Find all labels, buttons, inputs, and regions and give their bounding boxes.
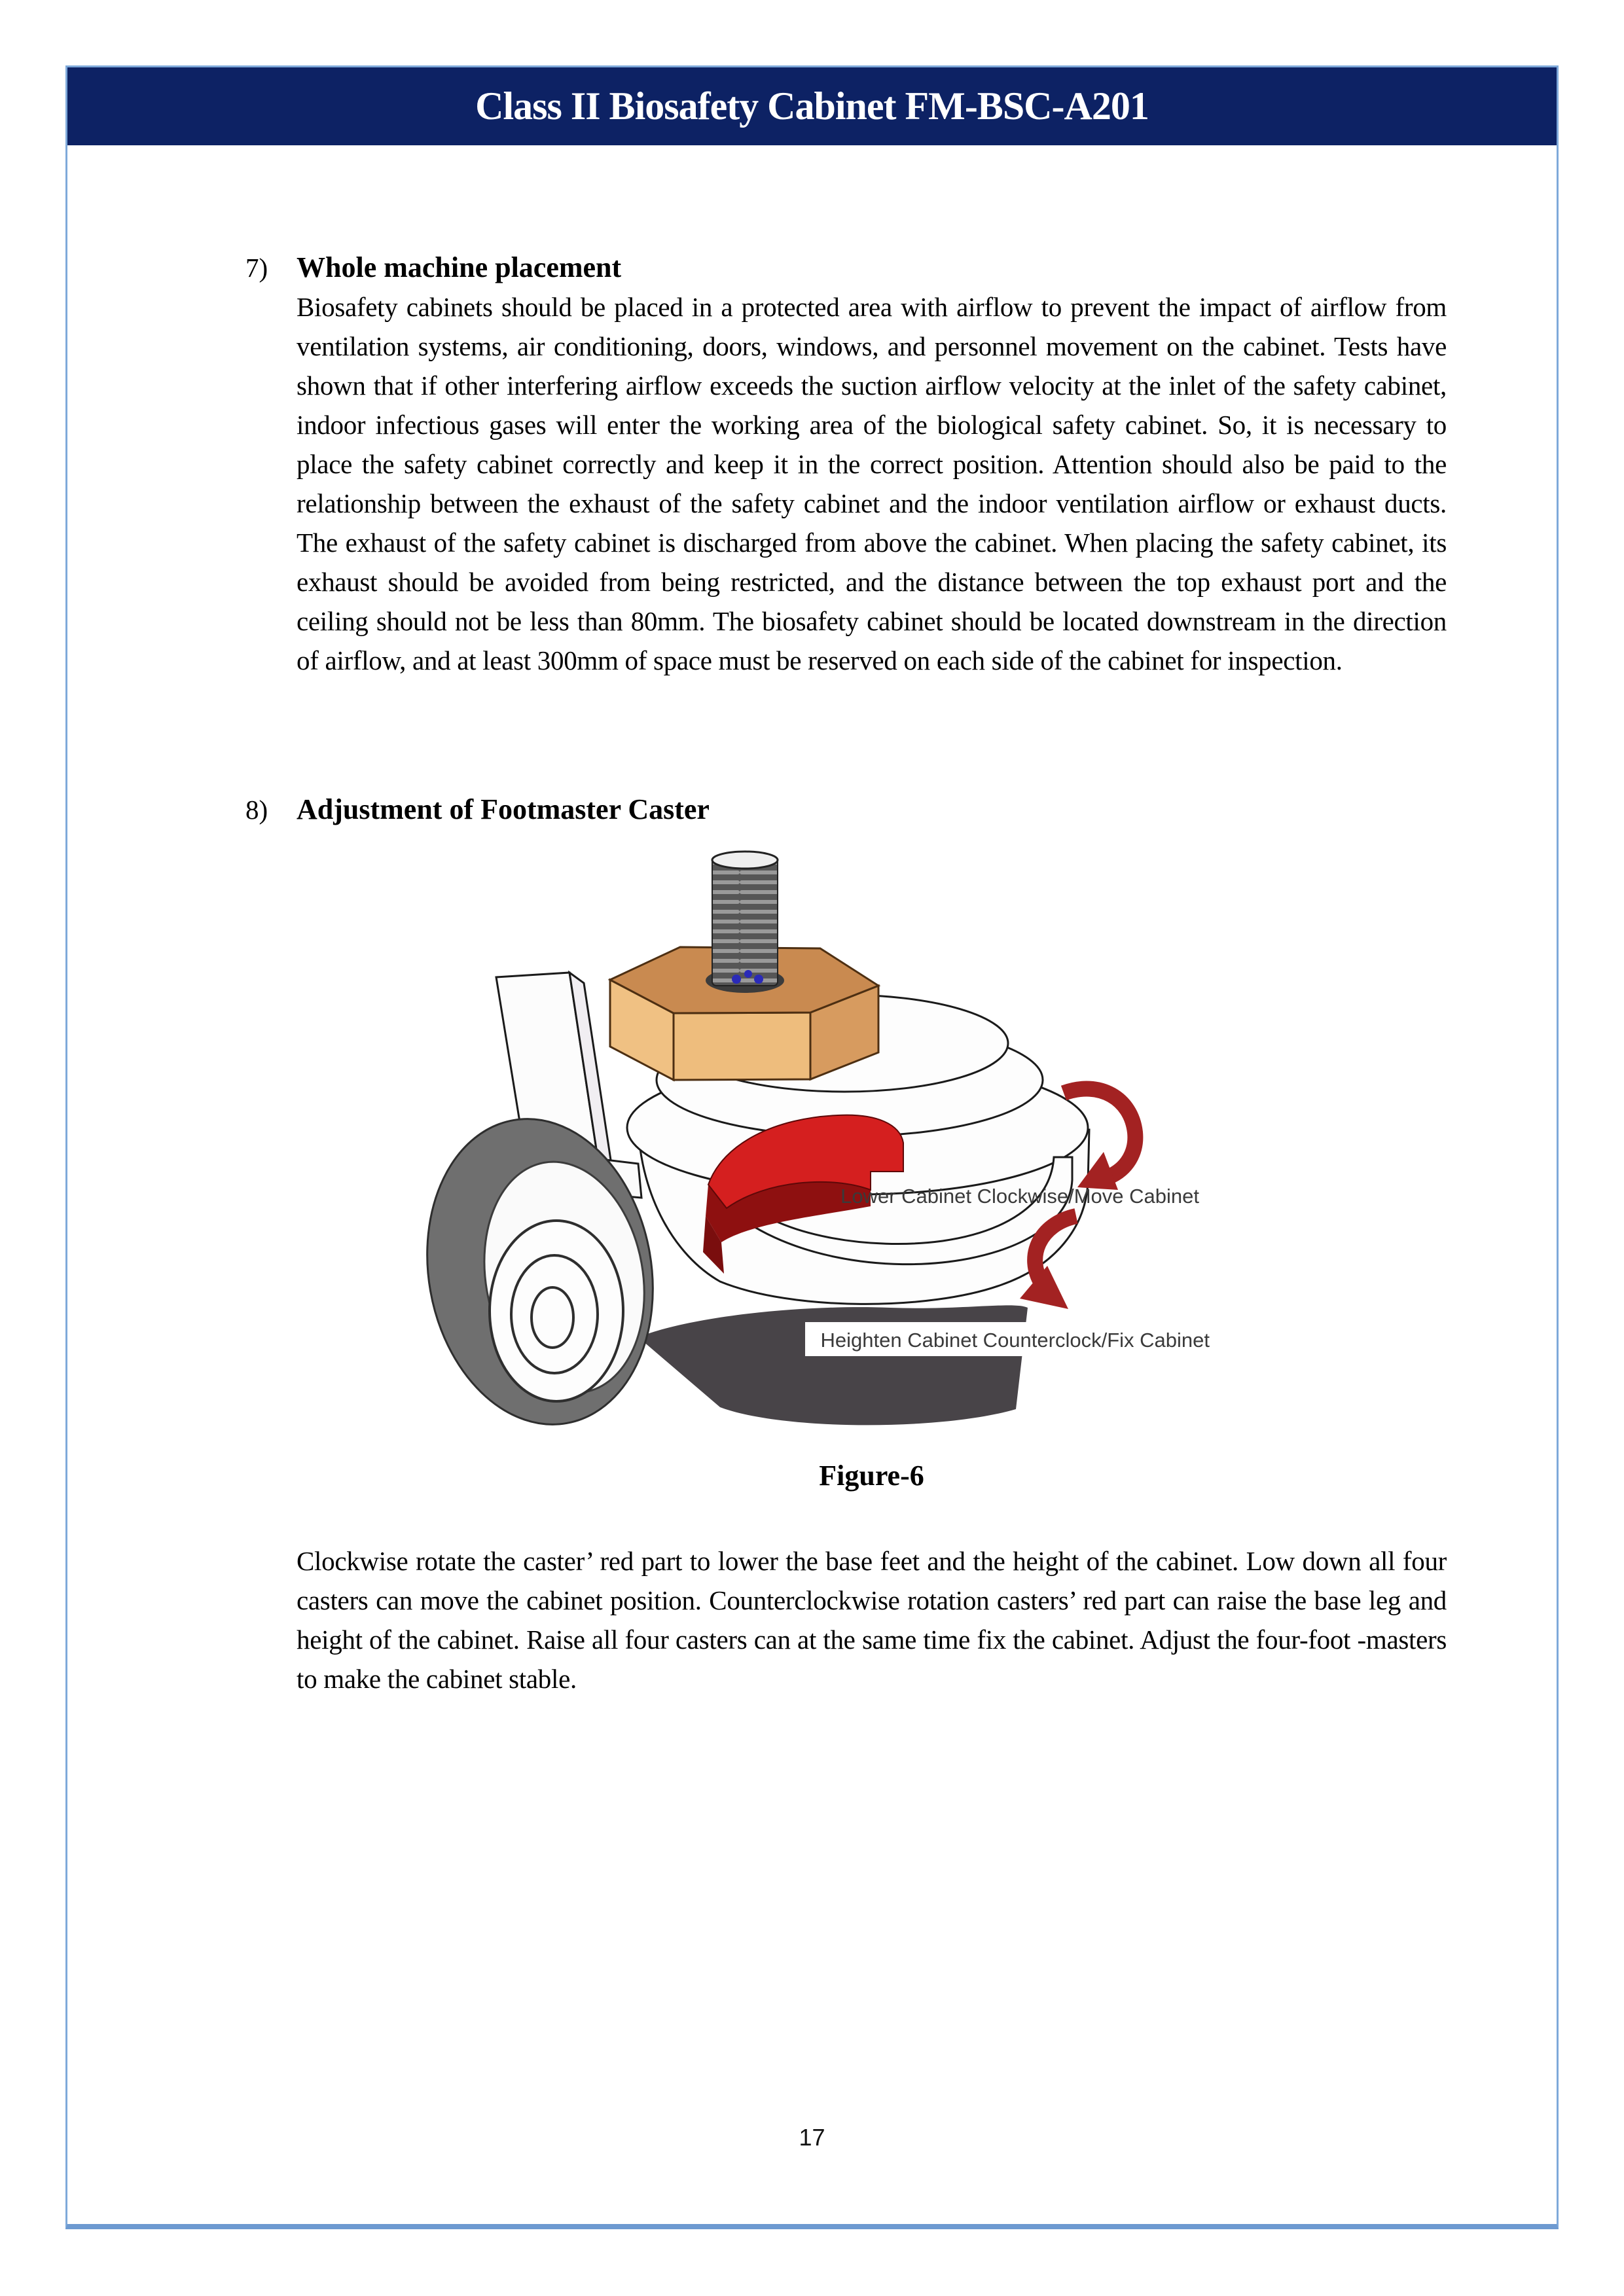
section-8-content — [297, 790, 1447, 829]
counterclockwise-label: Heighten Cabinet Counterclock/Fix Cabinet — [820, 1329, 1210, 1352]
section-7-heading: Whole machine placement — [297, 251, 622, 283]
section-8-heading: Adjustment of Footmaster Caster — [297, 793, 710, 825]
page-title: Class II Biosafety Cabinet FM-BSC-A201 — [475, 84, 1149, 128]
section-7-body: Biosafety cabinets should be placed in a protected area with airflow to prevent the impact of airflow from ventilation systems, air conditioning, doors, windows, and personnel movement on the cabinet. Tests have shown that if other interfering airflow exceeds the suction airflow velocity at the inlet of the safety cabinet, indoor infectious gases will enter the working area of the biological safety cabinet. So, it is necessary to place the safety cabinet correctly and keep it in the correct position. Attention should also be paid to the relationship between the exhaust of the safety cabinet and the indoor ventilation airflow or exhaust ducts. The exhaust of the safety cabinet is discharged from above the cabinet. When placing the safety cabinet, its exhaust should be avoided from being restricted, and the distance between the top exhaust port and the ceiling should not be less than 80mm. The biosafety cabinet should be located downstream in the direction of airflow, and at least 300mm of space must be reserved on each side of the cabinet for inspection. — [297, 292, 1447, 675]
wheel — [412, 1101, 676, 1432]
section-7 — [245, 248, 1463, 680]
list-number-8: 8) — [245, 795, 268, 825]
section-7-content — [297, 248, 1447, 680]
page-border-frame — [65, 65, 1559, 2229]
list-number-7: 7) — [245, 253, 268, 283]
page-number: 17 — [799, 2124, 825, 2151]
section-8 — [245, 790, 1463, 829]
caster-figure — [412, 850, 1244, 1432]
clockwise-label: Lower Cabinet Clockwise/Move Cabinet — [840, 1185, 1199, 1208]
closing-paragraph: Clockwise rotate the caster’ red part to lower the base feet and the height of the cabinet. Low down all four casters can move the cabinet position. Counterclockwise rotation casters’ red part can raise the base leg and height of the cabinet. Raise all four casters can at the same time fix the cabinet. Adjust the four-foot -masters to make the cabinet stable. — [297, 1546, 1447, 1694]
threaded-stem — [706, 852, 784, 993]
wheel-hub — [490, 1221, 623, 1401]
figure-caption: Figure-6 — [819, 1460, 924, 1492]
header-banner — [67, 67, 1557, 145]
caster-illustration — [412, 850, 1244, 1432]
